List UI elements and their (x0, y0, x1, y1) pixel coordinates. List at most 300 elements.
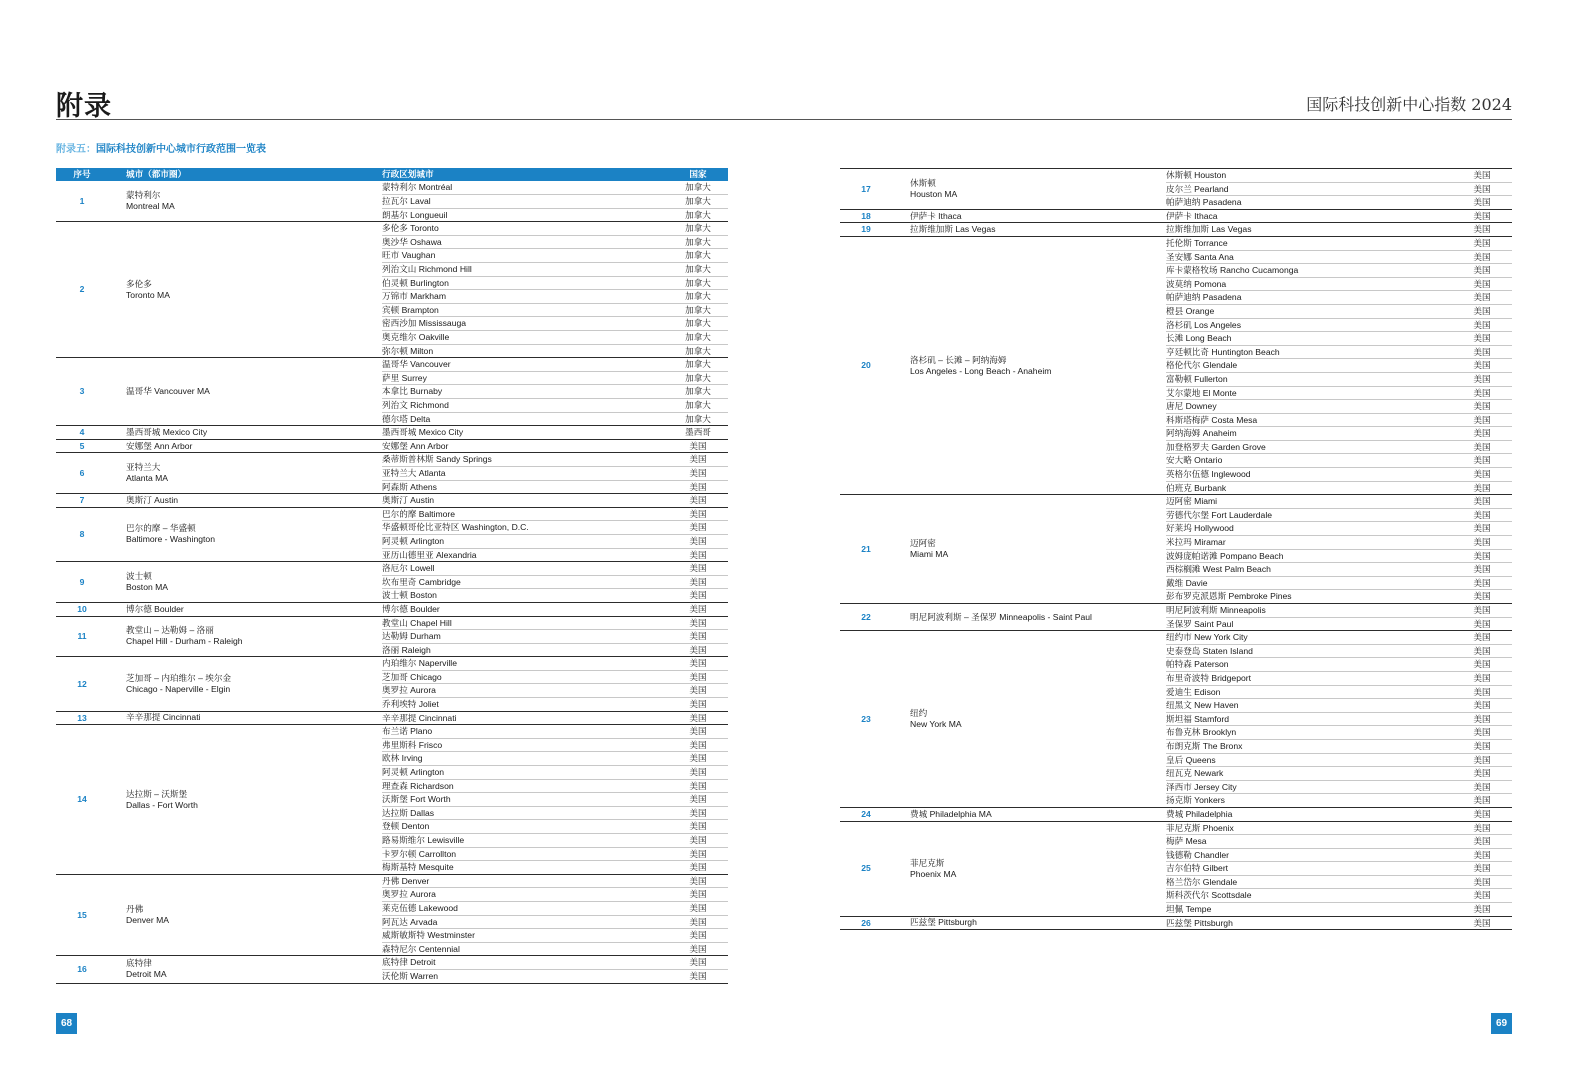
country: 美国 (668, 942, 728, 956)
country: 美国 (1452, 508, 1512, 522)
district-city: 宾顿 Brampton (382, 303, 668, 317)
district-city: 科斯塔梅萨 Costa Mesa (1166, 413, 1452, 427)
table-row (56, 453, 728, 467)
district-city: 明尼阿波利斯 Minneapolis (1166, 604, 1452, 618)
district-city: 钱德勒 Chandler (1166, 848, 1452, 862)
metro-city (108, 439, 382, 453)
district-city: 扬克斯 Yonkers (1166, 794, 1452, 808)
district-city: 好莱坞 Hollywood (1166, 522, 1452, 536)
country: 美国 (1452, 264, 1512, 278)
country: 美国 (668, 725, 728, 739)
country: 美国 (1452, 794, 1512, 808)
district-city: 达拉斯 Dallas (382, 806, 668, 820)
country: 美国 (1452, 699, 1512, 713)
district-city: 旺市 Vaughan (382, 249, 668, 263)
district-city: 辛辛那提 Cincinnati (382, 711, 668, 725)
district-city: 斯坦福 Stamford (1166, 712, 1452, 726)
metro-city-name: 安娜堡 Ann Arbor (126, 440, 193, 451)
country: 美国 (668, 793, 728, 807)
country: 美国 (668, 711, 728, 725)
district-city: 加登格罗夫 Garden Grove (1166, 440, 1452, 454)
country: 美国 (1452, 372, 1512, 386)
metro-city-en: Miami MA (910, 549, 949, 560)
country: 加拿大 (668, 412, 728, 426)
table-row (840, 807, 1512, 821)
group-number: 26 (840, 916, 892, 930)
metro-city-name: 明尼阿波利斯 – 圣保罗 Minneapolis - Saint Paul (910, 611, 1092, 622)
metro-city-en: Toronto MA (126, 289, 170, 300)
district-city: 格兰岱尔 Glendale (1166, 875, 1452, 889)
country: 美国 (1452, 767, 1512, 781)
table-header-row (56, 168, 728, 181)
district-city: 内珀维尔 Naperville (382, 657, 668, 671)
country: 加拿大 (668, 399, 728, 413)
metro-city-name: 费城 Philadelphia MA (910, 808, 992, 819)
country: 加拿大 (668, 249, 728, 263)
metro-city-name: 伊萨卡 Ithaca (910, 210, 962, 221)
group-number: 6 (56, 453, 108, 494)
table-row (56, 874, 728, 888)
metro-city-en: Montreal MA (126, 201, 175, 212)
metro-city-name: 底特律 (126, 958, 152, 969)
page-number-right: 69 (1491, 1013, 1512, 1034)
table-body-left (56, 181, 728, 983)
district-city: 纽黑文 New Haven (1166, 699, 1452, 713)
country: 加拿大 (668, 181, 728, 195)
district-city: 乔利埃特 Joliet (382, 698, 668, 712)
group-number: 2 (56, 222, 108, 358)
country: 美国 (1452, 658, 1512, 672)
metro-city-en: Atlanta MA (126, 473, 169, 484)
district-city: 伯班克 Burbank (1166, 481, 1452, 495)
group-number: 18 (840, 209, 892, 223)
district-city: 唐尼 Downey (1166, 400, 1452, 414)
country: 美国 (1452, 522, 1512, 536)
district-city: 史泰登岛 Staten Island (1166, 644, 1452, 658)
table-row (56, 494, 728, 508)
district-city: 阿灵顿 Arlington (382, 766, 668, 780)
city-table-right (840, 168, 1512, 930)
metro-city-name: 波士顿 (126, 571, 152, 582)
district-city: 温哥华 Vancouver (382, 358, 668, 372)
district-city: 丹佛 Denver (382, 874, 668, 888)
country: 美国 (1452, 889, 1512, 903)
district-city: 帕特森 Paterson (1166, 658, 1452, 672)
group-number: 10 (56, 602, 108, 616)
group-number: 19 (840, 223, 892, 237)
country: 加拿大 (668, 331, 728, 345)
district-city: 蒙特利尔 Montréal (382, 181, 668, 195)
section-title: 附录 (56, 91, 112, 122)
country: 美国 (1452, 386, 1512, 400)
metro-city-name: 休斯顿 (910, 177, 936, 188)
district-city: 教堂山 Chapel Hill (382, 616, 668, 630)
district-city: 列治文 Richmond (382, 399, 668, 413)
group-number: 3 (56, 358, 108, 426)
country: 美国 (1452, 712, 1512, 726)
district-city: 坎布里奇 Cambridge (382, 575, 668, 589)
district-city: 奥罗拉 Aurora (382, 684, 668, 698)
country: 美国 (1452, 400, 1512, 414)
metro-city-name: 纽约 (910, 708, 928, 719)
table-caption (56, 140, 266, 155)
country: 美国 (668, 466, 728, 480)
page-number-left: 68 (56, 1013, 77, 1034)
district-city: 皮尔兰 Pearland (1166, 182, 1452, 196)
country: 加拿大 (668, 222, 728, 236)
group-number: 1 (56, 181, 108, 222)
district-city: 威斯敏斯特 Westminster (382, 929, 668, 943)
district-city: 迈阿密 Miami (1166, 495, 1452, 509)
group-number: 14 (56, 725, 108, 875)
district-city: 纽瓦克 Newark (1166, 767, 1452, 781)
country: 加拿大 (668, 290, 728, 304)
country: 美国 (668, 643, 728, 657)
district-city: 布兰诺 Plano (382, 725, 668, 739)
country: 美国 (1452, 236, 1512, 250)
metro-city (892, 223, 1166, 237)
table-row (840, 821, 1512, 835)
metro-city (108, 426, 382, 440)
table-row (56, 725, 728, 739)
group-number: 22 (840, 604, 892, 631)
country: 美国 (1452, 590, 1512, 604)
district-city: 格伦代尔 Glendale (1166, 359, 1452, 373)
country: 美国 (1452, 875, 1512, 889)
district-city: 伊萨卡 Ithaca (1166, 209, 1452, 223)
metro-city-name: 多伦多 (126, 278, 152, 289)
district-city: 库卡蒙格牧场 Rancho Cucamonga (1166, 264, 1452, 278)
district-city: 帕萨迪纳 Pasadena (1166, 196, 1452, 210)
header-rule (56, 119, 1512, 120)
country: 美国 (668, 915, 728, 929)
country: 美国 (1452, 440, 1512, 454)
table-row (56, 616, 728, 630)
country: 美国 (1452, 332, 1512, 346)
district-city: 劳德代尔堡 Fort Lauderdale (1166, 508, 1452, 522)
metro-city-en: Los Angeles - Long Beach - Anaheim (910, 365, 1052, 376)
metro-city-name: 温哥华 Vancouver MA (126, 386, 210, 397)
country: 美国 (668, 602, 728, 616)
district-city: 圣安娜 Santa Ana (1166, 250, 1452, 264)
metro-city (892, 236, 1166, 494)
country: 美国 (1452, 481, 1512, 495)
table-row (840, 209, 1512, 223)
country: 美国 (1452, 644, 1512, 658)
country: 加拿大 (668, 303, 728, 317)
district-city: 纽约市 New York City (1166, 631, 1452, 645)
country: 美国 (1452, 821, 1512, 835)
metro-city (108, 181, 382, 222)
district-city: 奥斯汀 Austin (382, 494, 668, 508)
country: 美国 (1452, 807, 1512, 821)
metro-city-en: Boston MA (126, 582, 169, 593)
country: 美国 (1452, 916, 1512, 930)
country: 美国 (1452, 169, 1512, 183)
country: 美国 (668, 820, 728, 834)
group-number: 11 (56, 616, 108, 657)
table-caption-prefix: 附录五： (56, 144, 96, 155)
country: 美国 (668, 575, 728, 589)
district-city: 达勒姆 Durham (382, 630, 668, 644)
district-city: 波莫纳 Pomona (1166, 277, 1452, 291)
country: 美国 (668, 630, 728, 644)
district-city: 拉斯维加斯 Las Vegas (1166, 223, 1452, 237)
country: 美国 (668, 521, 728, 535)
country: 加拿大 (668, 263, 728, 277)
district-city: 华盛顿哥伦比亚特区 Washington, D.C. (382, 521, 668, 535)
country: 美国 (668, 548, 728, 562)
district-city: 圣保罗 Saint Paul (1166, 617, 1452, 631)
group-number: 15 (56, 874, 108, 956)
table-body-right (840, 169, 1512, 930)
metro-city-name: 达拉斯 – 沃斯堡 (126, 788, 188, 799)
country: 美国 (668, 738, 728, 752)
district-city: 沃伦斯 Warren (382, 969, 668, 983)
metro-city (108, 507, 382, 561)
country: 美国 (1452, 862, 1512, 876)
table-row (56, 358, 728, 372)
district-city: 洛杉矶 Los Angeles (1166, 318, 1452, 332)
metro-city-name: 奥斯汀 Austin (126, 494, 179, 505)
metro-city-name: 墨西哥城 Mexico City (126, 426, 208, 437)
district-city: 沃斯堡 Fort Worth (382, 793, 668, 807)
group-number: 24 (840, 807, 892, 821)
district-city: 列治文山 Richmond Hill (382, 263, 668, 277)
district-city: 本拿比 Burnaby (382, 385, 668, 399)
country: 美国 (668, 901, 728, 915)
district-city: 萨里 Surrey (382, 371, 668, 385)
district-city: 路易斯维尔 Lewisville (382, 834, 668, 848)
country: 美国 (668, 670, 728, 684)
country: 美国 (668, 779, 728, 793)
district-city: 博尔德 Boulder (382, 602, 668, 616)
city-table-left (56, 168, 728, 984)
district-city: 休斯顿 Houston (1166, 169, 1452, 183)
country: 美国 (668, 616, 728, 630)
country: 加拿大 (668, 276, 728, 290)
country: 美国 (1452, 359, 1512, 373)
district-city: 理查森 Richardson (382, 779, 668, 793)
country: 美国 (1452, 549, 1512, 563)
metro-city (108, 358, 382, 426)
district-city: 梅斯基特 Mesquite (382, 861, 668, 875)
country: 美国 (1452, 576, 1512, 590)
district-city: 波士顿 Boston (382, 589, 668, 603)
district-city: 斯科茨代尔 Scottsdale (1166, 889, 1452, 903)
country: 美国 (1452, 848, 1512, 862)
header-no: 序号 (56, 168, 108, 181)
country: 美国 (668, 929, 728, 943)
country: 加拿大 (668, 195, 728, 209)
group-number: 16 (56, 956, 108, 983)
country: 美国 (1452, 345, 1512, 359)
district-city: 伯灵顿 Burlington (382, 276, 668, 290)
district-city: 安娜堡 Ann Arbor (382, 439, 668, 453)
country: 美国 (1452, 536, 1512, 550)
country: 美国 (668, 453, 728, 467)
metro-city (892, 821, 1166, 916)
metro-city-name: 洛杉矶 – 长滩 – 阿纳海姆 (910, 354, 1007, 365)
district-city: 阿纳海姆 Anaheim (1166, 427, 1452, 441)
country: 美国 (1452, 631, 1512, 645)
district-city: 泽西市 Jersey City (1166, 780, 1452, 794)
district-city: 洛厄尔 Lowell (382, 562, 668, 576)
district-city: 桑蒂斯普林斯 Sandy Springs (382, 453, 668, 467)
district-city: 洛丽 Raleigh (382, 643, 668, 657)
district-city: 登顿 Denton (382, 820, 668, 834)
country: 美国 (668, 684, 728, 698)
district-city: 卡罗尔顿 Carrollton (382, 847, 668, 861)
group-number: 4 (56, 426, 108, 440)
table-caption-title: 国际科技创新中心城市行政范围一览表 (96, 144, 266, 155)
metro-city (108, 494, 382, 508)
metro-city (108, 725, 382, 875)
country: 美国 (668, 480, 728, 494)
country: 美国 (1452, 413, 1512, 427)
metro-city-en: Chicago - Naperville - Elgin (126, 683, 231, 694)
district-city: 莱克伍德 Lakewood (382, 901, 668, 915)
country: 美国 (668, 534, 728, 548)
district-city: 密西沙加 Mississauga (382, 317, 668, 331)
country: 墨西哥 (668, 426, 728, 440)
country: 美国 (1452, 196, 1512, 210)
district-city: 波姆庞帕诺滩 Pompano Beach (1166, 549, 1452, 563)
district-city: 艾尔蒙地 El Monte (1166, 386, 1452, 400)
country: 美国 (668, 888, 728, 902)
metro-city-name: 巴尔的摩 – 华盛顿 (126, 523, 196, 534)
metro-city (108, 956, 382, 983)
country: 美国 (1452, 563, 1512, 577)
metro-city (892, 495, 1166, 604)
district-city: 德尔塔 Delta (382, 412, 668, 426)
district-city: 森特尼尔 Centennial (382, 942, 668, 956)
country: 美国 (1452, 726, 1512, 740)
metro-city-name: 蒙特利尔 (126, 190, 161, 201)
district-city: 英格尔伍德 Inglewood (1166, 468, 1452, 482)
country: 美国 (1452, 209, 1512, 223)
country: 加拿大 (668, 208, 728, 222)
country: 美国 (1452, 617, 1512, 631)
table-row (56, 956, 728, 970)
metro-city-en: Chapel Hill - Durham - Raleigh (126, 636, 243, 647)
district-city: 拉瓦尔 Laval (382, 195, 668, 209)
country: 美国 (668, 766, 728, 780)
group-number: 13 (56, 711, 108, 725)
table-row (56, 711, 728, 725)
header-country: 国家 (668, 168, 728, 181)
district-city: 奥克维尔 Oakville (382, 331, 668, 345)
group-number: 21 (840, 495, 892, 604)
country: 美国 (668, 507, 728, 521)
header-district: 行政区划城市 (382, 168, 668, 181)
country: 美国 (1452, 604, 1512, 618)
country: 美国 (1452, 468, 1512, 482)
group-number: 20 (840, 236, 892, 494)
district-city: 朗基尔 Longueuil (382, 208, 668, 222)
group-number: 25 (840, 821, 892, 916)
group-number: 5 (56, 439, 108, 453)
district-city: 墨西哥城 Mexico City (382, 426, 668, 440)
district-city: 吉尔伯特 Gilbert (1166, 862, 1452, 876)
table-row (840, 169, 1512, 183)
district-city: 欧林 Irving (382, 752, 668, 766)
district-city: 布鲁克林 Brooklyn (1166, 726, 1452, 740)
group-number: 17 (840, 169, 892, 210)
country: 加拿大 (668, 317, 728, 331)
country: 美国 (668, 589, 728, 603)
metro-city (108, 453, 382, 494)
book-title: 国际科技创新中心指数 2024 (1306, 95, 1512, 114)
metro-city (108, 711, 382, 725)
country: 美国 (668, 956, 728, 970)
district-city: 亚特兰大 Atlanta (382, 466, 668, 480)
district-city: 阿灵顿 Arlington (382, 534, 668, 548)
country: 美国 (1452, 739, 1512, 753)
metro-city (892, 807, 1166, 821)
country: 加拿大 (668, 385, 728, 399)
district-city: 布朗克斯 The Bronx (1166, 739, 1452, 753)
district-city: 菲尼克斯 Phoenix (1166, 821, 1452, 835)
group-number: 7 (56, 494, 108, 508)
country: 美国 (1452, 903, 1512, 917)
country: 美国 (1452, 753, 1512, 767)
district-city: 亨廷顿比奇 Huntington Beach (1166, 345, 1452, 359)
district-city: 梅萨 Mesa (1166, 835, 1452, 849)
district-city: 富勒顿 Fullerton (1166, 372, 1452, 386)
district-city: 彭布罗克派恩斯 Pembroke Pines (1166, 590, 1452, 604)
country: 美国 (668, 834, 728, 848)
country: 加拿大 (668, 235, 728, 249)
group-number: 23 (840, 631, 892, 808)
metro-city-name: 匹兹堡 Pittsburgh (910, 917, 977, 928)
metro-city-name: 芝加哥 – 内珀维尔 – 埃尔金 (126, 672, 232, 683)
table-row (56, 222, 728, 236)
district-city: 戴维 Davie (1166, 576, 1452, 590)
metro-city (108, 602, 382, 616)
group-number: 8 (56, 507, 108, 561)
country: 美国 (1452, 277, 1512, 291)
country: 美国 (1452, 427, 1512, 441)
metro-city-en: Detroit MA (126, 969, 167, 980)
table-row (840, 631, 1512, 645)
metro-city-name: 辛辛那提 Cincinnati (126, 712, 201, 723)
table-row (840, 495, 1512, 509)
country: 美国 (668, 494, 728, 508)
table-row (840, 236, 1512, 250)
table-row (840, 916, 1512, 930)
district-city: 米拉玛 Miramar (1166, 536, 1452, 550)
country: 美国 (668, 657, 728, 671)
district-city: 坦佩 Tempe (1166, 903, 1452, 917)
metro-city-name: 亚特兰大 (126, 462, 161, 473)
district-city: 万锦市 Markham (382, 290, 668, 304)
district-city: 安大略 Ontario (1166, 454, 1452, 468)
district-city: 托伦斯 Torrance (1166, 236, 1452, 250)
metro-city (108, 222, 382, 358)
country: 美国 (668, 752, 728, 766)
table-row (56, 602, 728, 616)
metro-city (892, 631, 1166, 808)
metro-city-name: 丹佛 (126, 904, 144, 915)
country: 美国 (1452, 291, 1512, 305)
metro-city (892, 604, 1166, 631)
header-city: 城市（都市圈） (108, 168, 382, 181)
country: 美国 (1452, 182, 1512, 196)
group-number: 12 (56, 657, 108, 711)
district-city: 底特律 Detroit (382, 956, 668, 970)
country: 美国 (1452, 223, 1512, 237)
